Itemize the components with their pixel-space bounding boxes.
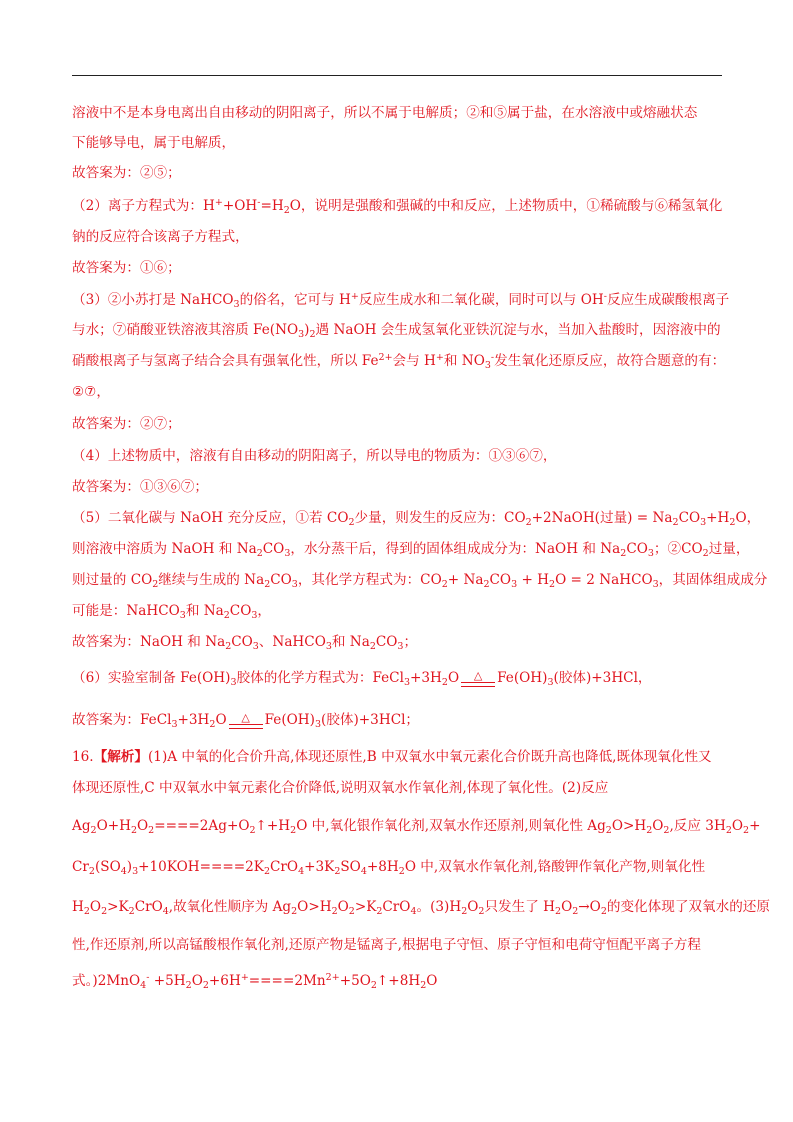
text-line: （5）二氧化碳与 NaOH 充分反应，①若 $CO_2$少量，则发生的反应为：$CO_2+2NaOH$(过量) = $Na_2CO_3+H_2O$， (72, 510, 761, 528)
text-line: （3）②小苏打是 NaHCO$_3$的俗名，它可与 H+反应生成水和二氧化碳，同时可以与 OH-反应生成碳酸根离子 (72, 291, 730, 310)
text-line: 可能是：NaHCO$_3$和 $Na_2CO_3$， (72, 603, 271, 621)
equation-line: $Ag_2O+H_2O_2====2Ag+O_2↑+H_2O$ 中,氧化银作氧化剂,双氧水作还原剂,则氧化性 $Ag_2O>H_2O_2$,反应 $3H_2O_2+$ (72, 818, 761, 836)
answer-line: 故答案为：NaOH 和 $Na_2CO_3$、NaHCO$_3$和 $Na_2CO_3$； (72, 634, 418, 652)
text-line: 则溶液中溶质为 NaOH 和 $Na_2CO_3$，水分蒸干后，得到的固体组成成分为：NaOH 和 $Na_2CO_3$；$②CO_2$过量， (72, 541, 750, 559)
equation-line: $H_2O_2>K_2CrO_4$,故氧化性顺序为 $Ag_2O>H_2O_2>K_2CrO_4$。$(3)H_2O_2$只发生了 $H_2O_2\to O_2$的变化体现了双氧水的还原 (72, 899, 770, 917)
text-line: 与水；⑦硝酸亚铁溶液其溶质 $Fe(NO_3)_2$遇 NaOH 会生成氢氧化亚铁沉淀与水，当加入盐酸时，因溶液中的 (72, 322, 721, 340)
text-line: （6）实验室制备 $Fe(OH)_3$胶体的化学方程式为：$FeCl_3+3H_2O$ △ $Fe(OH)_3$(胶体)+3HCl， (72, 669, 652, 688)
answer-line: 故答案为：②⑤； (72, 165, 181, 181)
heating-delta-icon: △ (461, 668, 495, 689)
equation-line: $Cr_2(SO_4)_3+10KOH====2K_2CrO_4+3K_2SO_4+8H_2O$ 中,双氧水作氧化剂,铬酸钾作氧化产物,则氧化性 (72, 859, 706, 877)
text-line: 钠的反应符合该离子方程式， (72, 229, 249, 245)
text-line: （4）上述物质中，溶液有自由移动的阴阳离子，所以导电的物质为：①③⑥⑦， (72, 448, 557, 464)
text-line: 性,作还原剂,所以高锰酸根作氧化剂,还原产物是锰离子,根据电子守恒、原子守恒和电荷守恒配平离子方程 (72, 937, 701, 953)
text-line: 下能够导电，属于电解质， (72, 135, 236, 151)
heating-delta-icon: △ (229, 710, 263, 731)
text-line: ②⑦， (72, 384, 110, 400)
text-line: 溶液中不是本身电离出自由移动的阴阳离子，所以不属于电解质；②和⑤属于盐，在水溶液中或熔融状态 (72, 105, 698, 121)
answer-line: 故答案为：①⑥； (72, 260, 181, 276)
header-rule (72, 75, 722, 76)
question-16-line: 16.【解析】(1)A 中氧的化合价升高,体现还原性,B 中双氧水中氧元素化合价既升高也降低,既体现氧化性又 (72, 749, 712, 765)
text-line: 体现还原性,C 中双氧水中氧元素化合价降低,说明双氧水作氧化剂,体现了氧化性。(2)反应 (72, 780, 609, 796)
text-line: 则过量的 $CO_2$继续与生成的 $Na_2CO_3$，其化学方程式为：$CO_2+ Na_2CO_3 + H_2O = 2$ NaHCO$_3$，其固体组成成分 (72, 572, 768, 590)
equation-line: 式。)$2MnO_4^- +5H_2O_2+6H^+====2Mn^{2+}+5O_2↑+8H_2O$ (72, 972, 438, 991)
text-line: 硝酸根离子与氢离子结合会具有强氧化性，所以 $Fe^{2+}$会与 H+和 $NO_3^-$发生氧化还原反应，故符合题意的有： (72, 352, 726, 371)
answer-line: 故答案为：$FeCl_3+3H_2O$ △ $Fe(OH)_3$(胶体)+3HCl； (72, 711, 420, 730)
answer-line: 故答案为：②⑦； (72, 416, 181, 432)
text-line: （2）离子方程式为：$H^++OH^-=H_2O$，说明是强酸和强碱的中和反应，上述物质中，①稀硫酸与⑥稀氢氧化 (72, 197, 723, 216)
answer-line: 故答案为：①③⑥⑦； (72, 479, 208, 495)
